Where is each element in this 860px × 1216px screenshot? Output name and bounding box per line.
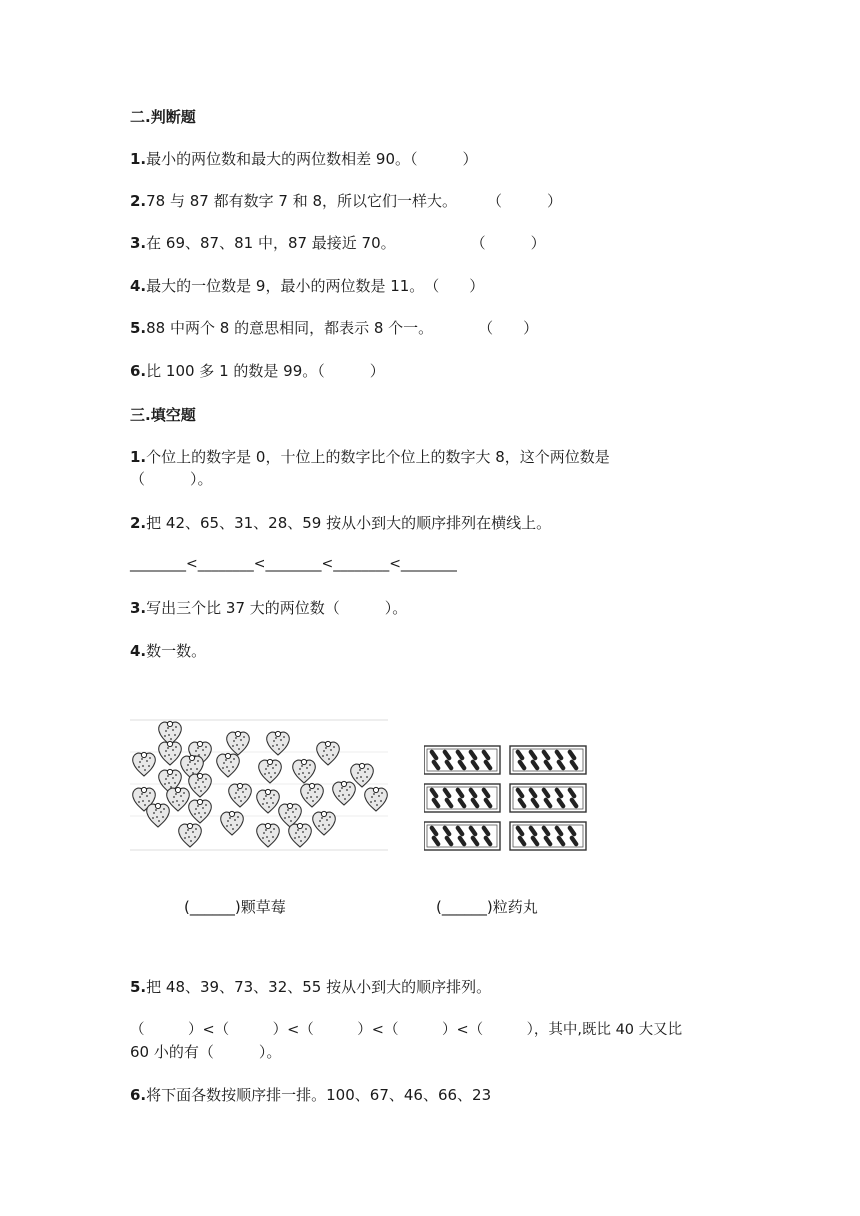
section-heading-judgement: 二.判断题 [130,108,196,126]
pill-icon [424,746,586,850]
pills-figure [424,744,588,852]
judgement-item-6: 6.比 100 多 1 的数是 99。（ ） [130,362,385,380]
judgement-item-2: 2.78 与 87 都有数字 7 和 8，所以它们一样大。 （ ） [130,192,563,210]
fill-item-1-line1: 1.个位上的数字是 0，十位上的数字比个位上的数字大 8，这个两位数是 [130,448,610,466]
judgement-item-5: 5.88 中两个 8 的意思相同，都表示 8 个一。 （ ） [130,319,539,337]
strawberry-count-caption: (______)颗草莓 [184,898,286,916]
fill-item-1-line2: （ ）。 [130,470,213,488]
judgement-item-3: 3.在 69、87、81 中，87 最接近 70。 （ ） [130,234,546,252]
fill-item-5-line1: （ ）<（ ）<（ ）<（ ）<（ ），其中,既比 40 大又比 [130,1022,683,1038]
judgement-item-4: 4.最大的一位数是 9，最小的两位数是 11。 （ ） [130,277,485,295]
judgement-item-1: 1.最小的两位数和最大的两位数相差 90。（ ） [130,150,478,168]
ordering-blanks: ________<________<________<________<________ [130,556,457,572]
fill-item-3: 3.写出三个比 37 大的两位数（ ）。 [130,599,408,617]
fill-item-2: 2.把 42、65、31、28、59 按从小到大的顺序排列在横线上。 [130,514,552,532]
fill-item-4: 4.数一数。 [130,642,207,660]
strawberries-figure [130,718,388,852]
fill-item-5: 5.把 48、39、73、32、55 按从小到大的顺序排列。 [130,978,492,996]
fill-item-6: 6.将下面各数按顺序排一排。100、67、46、66、23 [130,1086,492,1104]
section-heading-fill-in: 三.填空题 [130,406,196,424]
pill-count-caption: (______)粒药丸 [436,898,538,916]
fill-item-5-line2: 60 小的有（ ）。 [130,1043,282,1061]
